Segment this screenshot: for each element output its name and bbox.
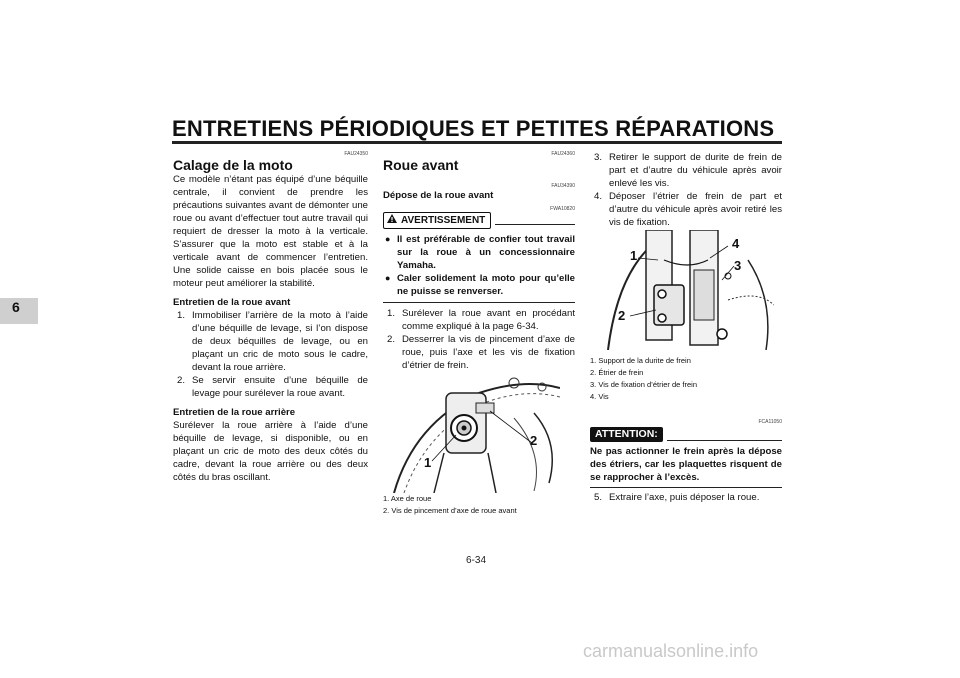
ref-code: FWA10820	[550, 206, 575, 212]
caption-item: 4. Vis	[590, 392, 609, 401]
figure-callout: 4	[732, 236, 740, 251]
subheading-rear: Entretien de la roue arrière	[173, 407, 296, 418]
figure-callout: 1	[424, 455, 432, 470]
column-3-bottom	[590, 355, 782, 504]
column-3-top	[590, 151, 782, 229]
caption-item: 2. Vis de pincement d’axe de roue avant	[383, 506, 517, 515]
watermark: carmanualsonline.info	[583, 641, 759, 661]
attention-text: Ne pas actionner le frein après la dépose des étriers, car les plaquettes risquent de se rapprocher à l’excès.	[590, 442, 782, 488]
subheading-front: Entretien de la roue avant	[173, 297, 291, 308]
warning-list	[383, 233, 575, 298]
caption-item: 1. Support de la durite de frein	[590, 356, 691, 365]
title-rule	[172, 141, 782, 144]
removal-steps	[383, 307, 575, 372]
list-item: 2. Se servir ensuite d’une béquille de levage pour surélever la roue avant.	[177, 375, 368, 399]
caption-item: 1. Axe de roue	[383, 494, 432, 503]
warning-box	[383, 233, 575, 303]
subheading-removal: Dépose de la roue avant	[383, 190, 494, 201]
section-title: Calage de la moto	[173, 157, 293, 173]
column-1	[173, 151, 368, 484]
ref-code: FAU24360	[551, 151, 575, 157]
rear-paragraph: Surélever la roue arrière à l’aide d’une béquille de levage, si disponible, ou en plaçant un cric de moto des deux côtés du cadre, devant la roue arrière ou des deux côtés du bras oscillant.	[173, 420, 368, 483]
ref-code: FAU24350	[344, 151, 368, 157]
removal-steps-continued	[590, 151, 782, 229]
list-item: 1. Surélever la roue avant en procédant comme expliqué à la page 6-34.	[387, 308, 575, 332]
attention-badge: ATTENTION:	[590, 427, 663, 442]
list-item: 3. Retirer le support de durite de frein de part et d’autre du véhicule après avoir enlevé les vis.	[594, 152, 782, 189]
bullet-icon: ●	[385, 273, 391, 283]
warning-badge: AVERTISSEMENT	[383, 212, 491, 229]
warning-triangle-icon	[387, 214, 397, 227]
intro-paragraph: Ce modèle n’étant pas équipé d’une béquille centrale, il convient de prendre les précautions suivantes avant de démonter une roue ou avant d’effectuer tout autre travail qui requiert de dresser la moto à la verticale. S’assurer que la moto est stable et à la verticale avant de commencer l’entretien. Une solide caisse en bois placée sous le moteur peut améliorer la stabilité.	[173, 174, 368, 289]
chapter-number: 6	[12, 299, 20, 315]
figure-wheel-axle	[384, 373, 560, 493]
page-title: ENTRETIENS PÉRIODIQUES ET PETITES RÉPARATIONS	[172, 116, 775, 141]
caption-item: 2. Étrier de frein	[590, 368, 644, 377]
figure-callout: 3	[734, 258, 742, 273]
caption-item: 3. Vis de fixation d’étrier de frein	[590, 380, 698, 389]
list-item: ● Il est préférable de confier tout travail sur la roue à un concessionnaire Yamaha.	[385, 234, 575, 271]
list-item: 5. Extraire l’axe, puis déposer la roue.	[594, 492, 760, 503]
ref-code: FAU34390	[551, 183, 575, 189]
front-steps	[173, 309, 368, 400]
list-item: ● Caler solidement la moto pour qu’elle ne puisse se renverser.	[385, 273, 575, 297]
list-item: 4. Déposer l’étrier de frein de part et d’autre du véhicule après avoir retiré les vis de fixation.	[594, 191, 782, 228]
warning-header	[383, 212, 575, 229]
column-2	[383, 151, 575, 372]
figure-2-captions	[590, 355, 782, 403]
page-number: 6-34	[466, 555, 487, 566]
figure-callout: 2	[530, 433, 538, 448]
final-step	[590, 491, 782, 504]
figure-callout: 2	[618, 308, 626, 323]
list-item: 1. Immobiliser l’arrière de la moto à l’aide d’une béquille de levage, si l’on dispose de deux béquilles de levage, ou en plaçant un cric de moto sous le cadre, devant la roue arrière.	[177, 310, 368, 373]
bullet-icon: ●	[385, 234, 391, 244]
figure-1-captions	[383, 493, 573, 517]
attention-header	[590, 427, 782, 442]
section-title: Roue avant	[383, 157, 459, 173]
ref-code: FCA11050	[758, 419, 782, 425]
figure-callout: 1	[630, 248, 638, 263]
figure-brake-caliper	[598, 230, 774, 350]
list-item: 2. Desserrer la vis de pincement d’axe de roue, puis l’axe et les vis de fixation d’étrier de frein.	[387, 334, 575, 371]
